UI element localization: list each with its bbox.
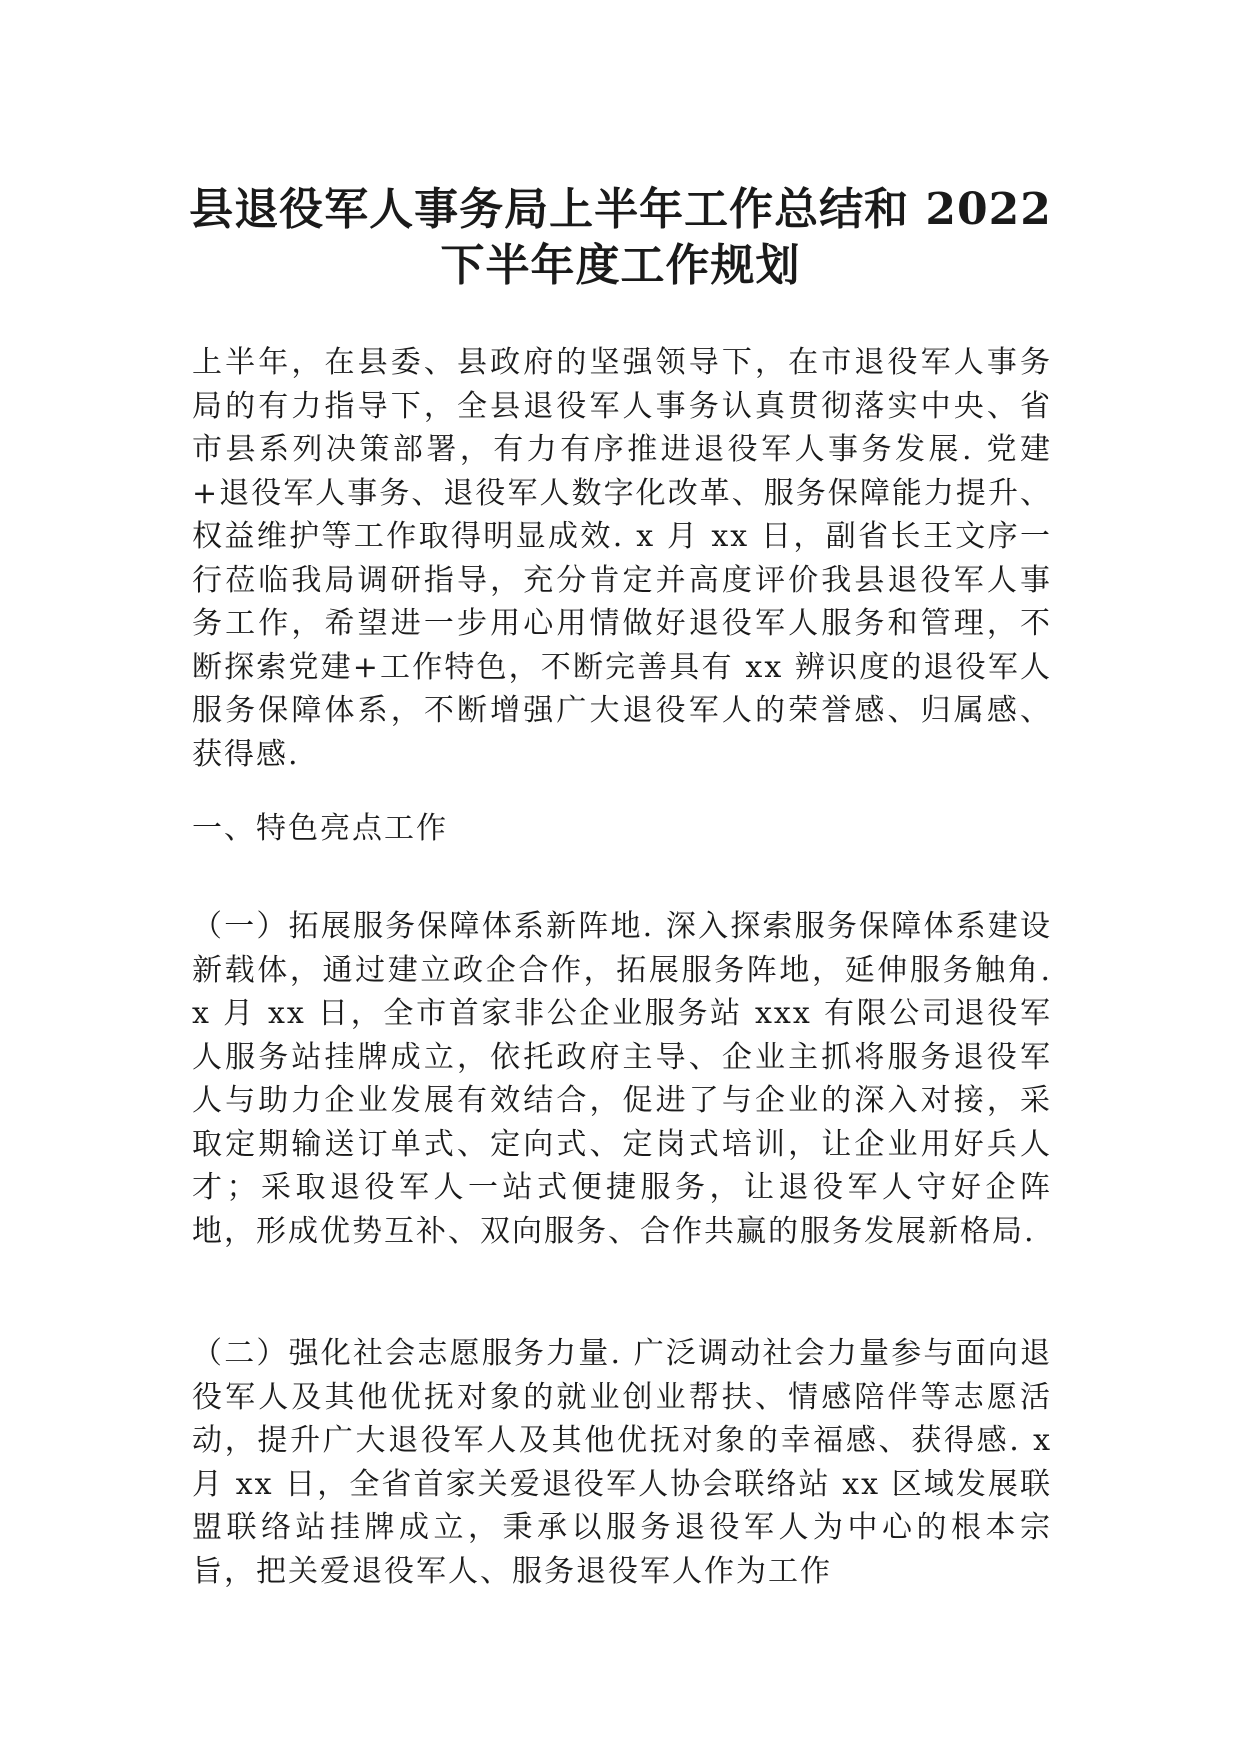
document-title-line-1: 县退役军人事务局上半年工作总结和 2022 xyxy=(189,184,1052,235)
intro-paragraph: 上半年，在县委、县政府的坚强领导下，在市退役军人事务局的有力指导下，全县退役军人事务认真贯彻落实中央、省市县系列决策部署，有力有序推进退役军人事务发展. 党建+退役军人事务、退役军人数字化改革、服务保障能力提升、权益维护等工作取得明显成效. x 月 xx 日，副省长王文序一行莅临我局调研指导，充分肯定并高度评价我县退役军人事务工作，希望进一步用心用情做好退役军人服务和管理，不断探索党建+工作特色，不断完善具有 xx 辨识度的退役军人服务保障体系，不断增强广大退役军人的荣誉感、归属感、获得感. xyxy=(192,345,1052,772)
subsection-paragraph-2: （二）强化社会志愿服务力量. 广泛调动社会力量参与面向退役军人及其他优抚对象的就业创业帮扶、情感陪伴等志愿活动，提升广大退役军人及其他优抚对象的幸福感、获得感. x 月 xx 日，全省首家关爱退役军人协会联络站 xx 区域发展联盟联络站挂牌成立，秉承以服务退役军人为中心的根本宗旨，把关爱退役军人、服务退役军人作为工作 xyxy=(192,1336,1052,1589)
document-title-line-2: 下半年度工作规划 xyxy=(440,240,801,291)
subsection-paragraph-1: （一）拓展服务保障体系新阵地. 深入探索服务保障体系建设新载体，通过建立政企合作，拓展服务阵地，延伸服务触角. x 月 xx 日，全市首家非公企业服务站 xxx 有限公司退役军人服务站挂牌成立，依托政府主导、企业主抓将服务退役军人与助力企业发展有效结合，促进了与企业的深入对接，采取定期输送订单式、定向式、定岗式培训，让企业用好兵人才；采取退役军人一站式便捷服务，让退役军人守好企阵地，形成优势互补、双向服务、合作共赢的服务发展新格局. xyxy=(192,909,1052,1249)
section-heading: 一、特色亮点工作 xyxy=(192,811,448,846)
